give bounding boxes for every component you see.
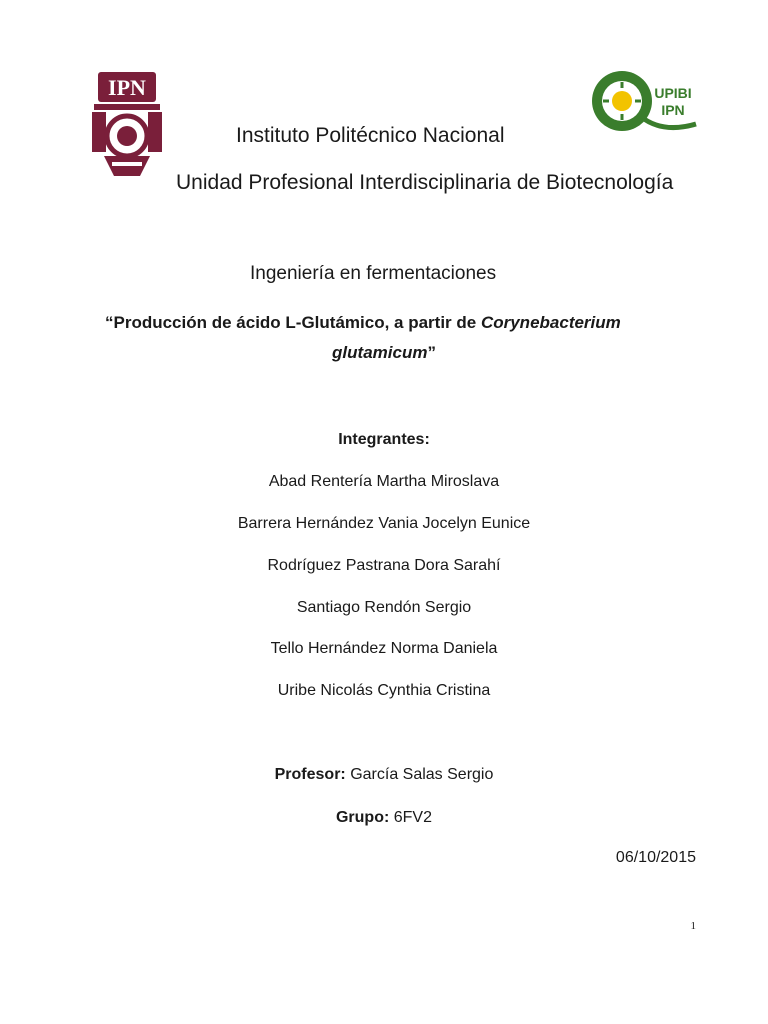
title-text: “Producción de ácido L-Glutámico, a partir de (105, 313, 481, 332)
title-closing-quote: ” (427, 343, 436, 362)
organism-species: glutamicum (332, 343, 428, 362)
institute-name: Instituto Politécnico Nacional (236, 124, 505, 147)
team-member: Uribe Nicolás Cynthia Cristina (277, 682, 491, 699)
ipn-logo (90, 70, 164, 180)
professor-name: García Salas Sergio (345, 766, 494, 783)
upibi-logo-subtext: IPN (661, 102, 685, 118)
group-value: 6FV2 (389, 809, 432, 826)
team-label: Integrantes: (338, 431, 430, 448)
upibi-logo-text: UPIBI (654, 85, 692, 101)
group-line (0, 809, 768, 827)
team-member: Rodríguez Pastrana Dora Sarahí (267, 557, 501, 574)
organism-genus: Corynebacterium (480, 313, 621, 332)
professor-label: Profesor: (274, 766, 346, 783)
page-number: 1 (690, 920, 696, 932)
professor-line (0, 766, 768, 784)
upibi-logo (590, 68, 700, 134)
document-date: 06/10/2015 (615, 849, 696, 866)
group-label: Grupo: (335, 809, 390, 826)
course-name: Ingeniería en fermentaciones (250, 263, 497, 284)
team-member: Santiago Rendón Sergio (296, 599, 472, 616)
team-member: Abad Rentería Martha Miroslava (268, 473, 500, 490)
team-member: Tello Hernández Norma Daniela (270, 640, 498, 657)
ipn-logo-text: IPN (108, 75, 146, 100)
project-title-line-1 (105, 313, 621, 333)
project-title-line-2 (0, 343, 768, 363)
unit-name: Unidad Profesional Interdisciplinaria de Biotecnología (176, 171, 674, 194)
team-member: Barrera Hernández Vania Jocelyn Eunice (237, 515, 531, 532)
